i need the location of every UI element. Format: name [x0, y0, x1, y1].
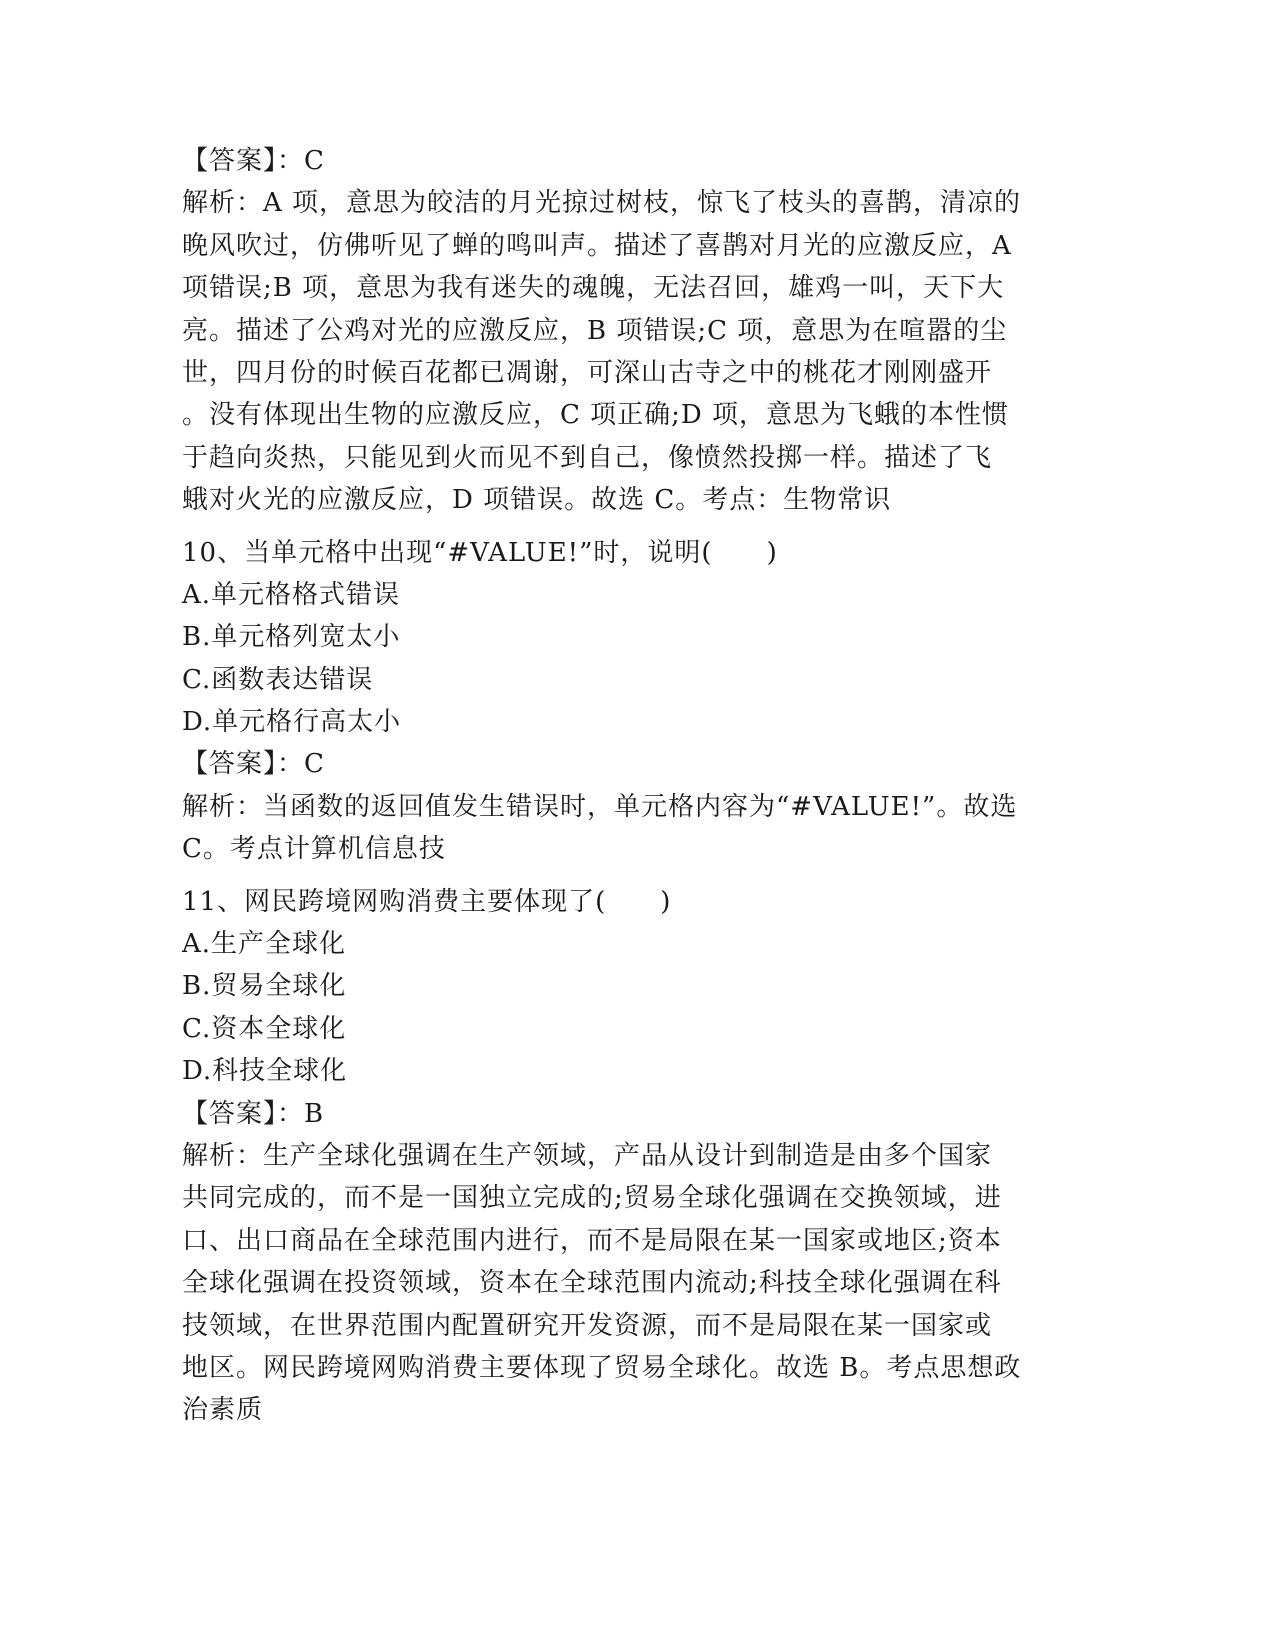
explanation-line: 口、出口商品在全球范围内进行，而不是局限在某一国家或地区;资本: [182, 1225, 1002, 1256]
answer-label: 【答案】：C: [182, 749, 325, 780]
option-d: D.科技全球化: [182, 1056, 348, 1087]
explanation-line: 晚风吹过，仿佛听见了蝉的鸣叫声。描述了喜鹊对月光的应激反应，A: [182, 230, 1012, 261]
question-block-11: [182, 881, 1062, 1432]
option-a: A.生产全球化: [182, 929, 347, 960]
explanation-line: 技领域，在世界范围内配置研究开发资源，而不是局限在某一国家或: [182, 1310, 993, 1341]
explanation-line: 解析：A 项，意思为皎洁的月光掠过树枝，惊飞了枝头的喜鹊，清凉的: [182, 188, 1022, 219]
explanation-line: 共同完成的，而不是一国独立完成的;贸易全球化强调在交换领域，进: [182, 1183, 1002, 1214]
answer-block-9: [182, 140, 1062, 522]
explanation-line: 地区。网民跨境网购消费主要体现了贸易全球化。故选 B。考点思想政: [182, 1352, 1022, 1383]
option-b: B.单元格列宽太小: [182, 622, 401, 653]
question-block-10: [182, 532, 1062, 871]
explanation-line: 全球化强调在投资领域，资本在全球范围内流动;科技全球化强调在科: [182, 1268, 1002, 1299]
explanation-line: 蛾对火光的应激反应，D 项错误。故选 C。考点：生物常识: [182, 485, 892, 516]
explanation-line: 。没有体现出生物的应激反应，C 项正确;D 项，意思为飞蛾的本性惯: [182, 400, 1010, 431]
question-text: 11、网民跨境网购消费主要体现了( ): [182, 886, 672, 917]
option-d: D.单元格行高太小: [182, 707, 402, 738]
question-text: 10、当单元格中出现“#VALUE!”时，说明( ): [182, 537, 778, 568]
option-a: A.单元格格式错误: [182, 579, 401, 610]
explanation-line: C。考点计算机信息技: [182, 834, 446, 865]
explanation-line: 解析：当函数的返回值发生错误时，单元格内容为“#VALUE!”。故选: [182, 791, 1018, 822]
option-c: C.资本全球化: [182, 1013, 347, 1044]
explanation-line: 项错误;B 项，意思为我有迷失的魂魄，无法召回，雄鸡一叫，天下大: [182, 273, 1005, 304]
explanation-line: 世，四月份的时候百花都已凋谢，可深山古寺之中的桃花才刚刚盛开: [182, 357, 993, 388]
document-page: [182, 140, 1062, 1432]
explanation-line: 于趋向炎热，只能见到火而见不到自己，像愤然投掷一样。描述了飞: [182, 442, 993, 473]
answer-label: 【答案】：C: [182, 146, 325, 176]
explanation-line: 治素质: [182, 1395, 264, 1426]
explanation-line: 亮。描述了公鸡对光的应激反应，B 项错误;C 项，意思为在喧嚣的尘: [182, 315, 1008, 346]
option-b: B.贸易全球化: [182, 971, 347, 1002]
answer-label: 【答案】：B: [182, 1098, 325, 1129]
explanation-line: 解析：生产全球化强调在生产领域，产品从设计到制造是由多个国家: [182, 1140, 993, 1171]
option-c: C.函数表达错误: [182, 664, 374, 695]
